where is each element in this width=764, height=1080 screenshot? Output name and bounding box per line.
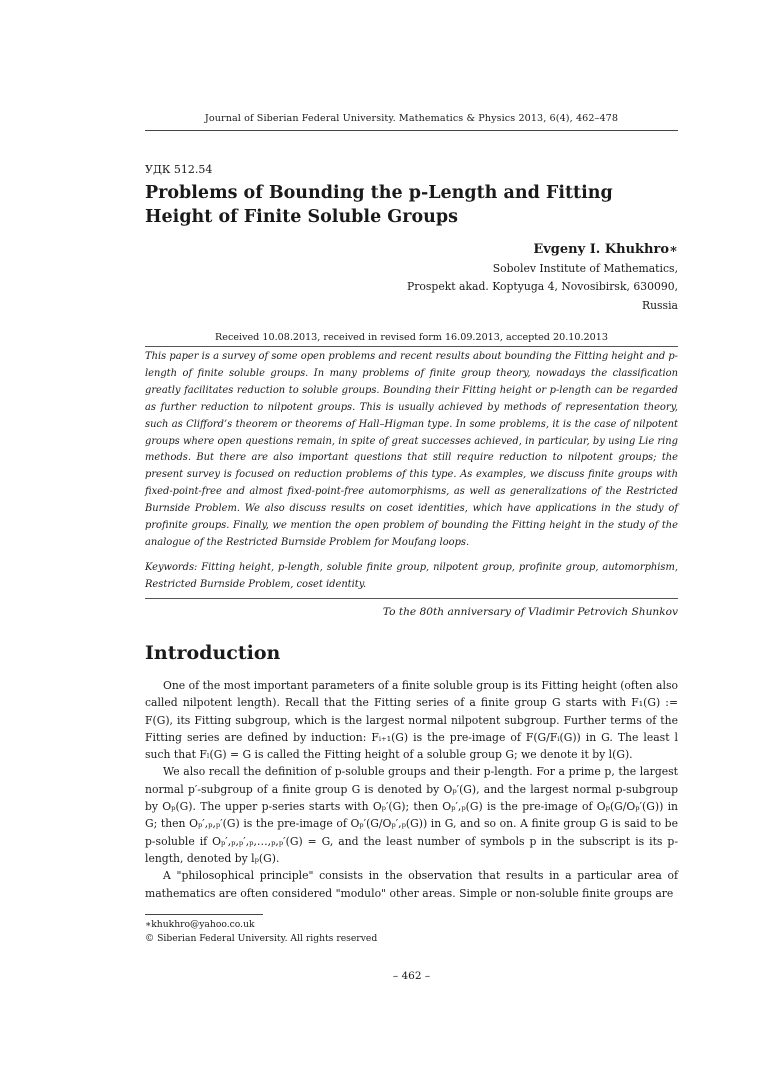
footnote-copyright: © Siberian Federal University. All rights reserved xyxy=(145,932,378,944)
footnotes xyxy=(145,918,377,945)
abstract: This paper is a survey of some open problems and recent results about bounding the Fitting height and p-length of finite soluble groups. In many problems of finite group theory, nowadays the classification greatly facilitates reduction to soluble groups. Bounding their Fitting height or p-length can be regarded as further reduction to nilpotent groups. This is usually achieved by methods of representation theory, such as Clifford’s theorem or theorems of Hall–Higman type. In some problems, it is the case of nilpotent groups where open questions remain, in spite of great successes achieved, in particular, by using Lie ring methods. But there are also important questions that still require reduction to nilpotent groups; the present survey is focused on reduction problems of this type. As examples, we discuss finite groups with fixed-point-free and almost fixed-point-free automorphisms, as well as generalizations of the Restricted Burnside Problem. We also discuss results on coset identities, which have applications in the study of profinite groups. Finally, we mention the open problem of bounding the Fitting height in the study of the analogue of the Restricted Burnside Problem for Moufang loops. xyxy=(145,351,678,548)
paragraph-3: A "philosophical principle" consists in the observation that results in a particular area of mathematics are often considered "modulo" other areas. Simple or non-soluble finite groups are xyxy=(145,869,678,900)
author-block xyxy=(407,241,678,315)
received-dates: Received 10.08.2013, received in revised form 16.09.2013, accepted 20.10.2013 xyxy=(215,332,608,343)
footnote-email: ∗khukhro@yahoo.co.uk xyxy=(145,919,255,930)
paper-title: Problems of Bounding the p-Length and Fitting Height of Finite Soluble Groups xyxy=(145,183,613,227)
paragraph-1: One of the most important parameters of a finite soluble group is its Fitting height (often also called nilpotent length). Recall that the Fitting series of a finite group G starts with F₁(G) := F(G), its Fitting subgroup, which is the largest normal nilpotent subgroup. Further terms of the Fitting series are defined by induction: Fᵢ₊₁(G) is the pre-image of F(G/Fᵢ(G)) in G. The least l such that Fₗ(G) = G is called the Fitting height of a soluble group G; we denote it by l(G). xyxy=(145,679,678,762)
author-name: Evgeny I. Khukhro∗ xyxy=(533,242,678,257)
paragraph-2: We also recall the definition of p-soluble groups and their p-length. For a prime p, the largest normal p′-subgroup of a finite group G is denoted by Oₚ′(G), and the largest normal p-subgroup by Oₚ(G). The upper p-series starts with Oₚ′(G); then Oₚ′,ₚ(G) is the pre-image of Oₚ(G/Oₚ′(G)) in G; then Oₚ′,ₚ,ₚ′(G) is the pre-image of Oₚ′(G/Oₚ′,ₚ(G)) in G, and so on. A finite group G is said to be p-soluble if Oₚ′,ₚ,ₚ′,ₚ,…,ₚ,ₚ′(G) = G, and the least number of symbols p in the subscript is its p-length, denoted by lₚ(G). xyxy=(145,765,678,865)
section-title: Introduction xyxy=(145,642,281,664)
journal-header: Journal of Siberian Federal University. Mathematics & Physics 2013, 6(4), 462–478 xyxy=(145,113,678,131)
body-text xyxy=(145,677,678,902)
author-affiliation-1: Sobolev Institute of Mathematics, xyxy=(492,261,678,275)
abstract-box xyxy=(145,346,678,599)
author-affiliation-3: Russia xyxy=(641,298,678,312)
footnote-rule xyxy=(145,914,263,915)
keywords: Keywords: Fitting height, p-length, soluble finite group, nilpotent group, profinite group, automorphism, Restricted Burnside Problem, coset identity. xyxy=(145,561,678,590)
dedication: To the 80th anniversary of Vladimir Petrovich Shunkov xyxy=(382,606,678,618)
page-number: – 462 – xyxy=(392,970,431,982)
author-affiliation-2: Prospekt akad. Koptyuga 4, Novosibirsk, 630090, xyxy=(406,280,678,293)
udk-code: УДК 512.54 xyxy=(145,163,213,176)
